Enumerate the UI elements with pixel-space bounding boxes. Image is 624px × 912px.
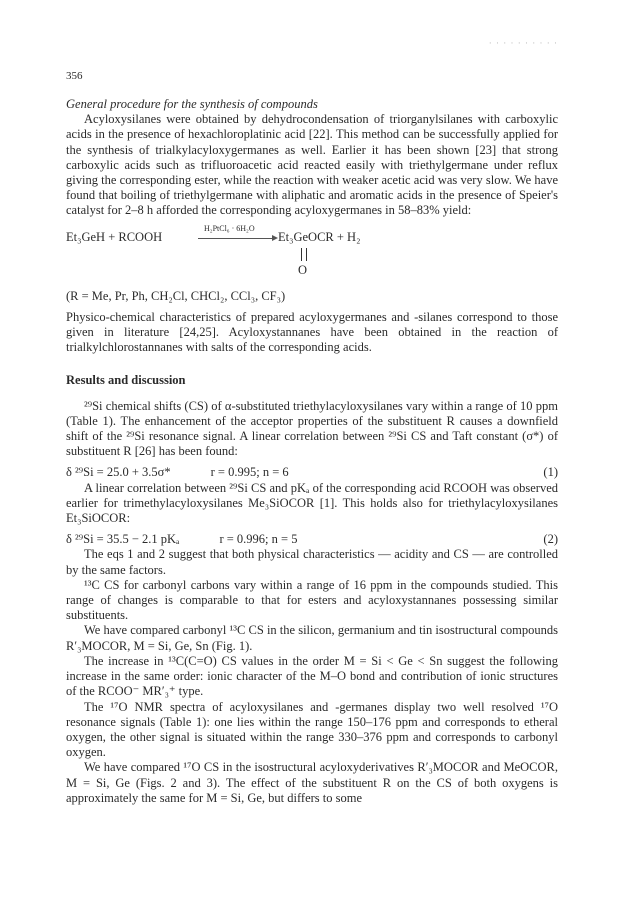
scheme-product: Et₃GeOCR + H₂ [278, 229, 361, 244]
page-number: 356 [66, 70, 83, 82]
reaction-arrow [198, 238, 276, 239]
paragraph-o17-spectra: The ¹⁷O NMR spectra of acyloxysilanes and -germanes display two well resolved ¹⁷O resonance signals (Table 1): one lies within the range 150–176 ppm and corresponds to etheral oxygen, the other signal is situated within the range 330–376 ppm and corresponds to carbonyl oxygen. [66, 699, 558, 760]
paragraph-c13-shifts: ¹³C CS for carbonyl carbons vary within a range of 16 ppm in the compounds studied. This range of changes is comparable to that for esters and acyloxystannanes possessing similar substituents. [66, 577, 558, 623]
results-heading: Results and discussion [66, 373, 186, 388]
running-header-mark: · · · · · · · · · · [488, 38, 558, 48]
scheme-carbonyl-oxygen: O [298, 262, 308, 277]
paragraph-o17-compare: We have compared ¹⁷O CS in the isostructural acyloxyderivatives R′₃MOCOR and MeOCOR, M = Si, Ge (Figs. 2 and 3). The effect of the substituent R on the CS of both oxygens is approximately the same for M = Si, Ge, but differs to some [66, 760, 558, 805]
paragraph-si-shifts: ²⁹Si chemical shifts (CS) of α-substituted triethylacyloxysilanes vary within a range of 10 ppm (Table 1). The enhancement of the acceptor properties of the substituent R causes a downfield shift of the ²⁹Si resonance signal. A linear correlation between ²⁹Si CS and Taft constant (σ*) of substituent R [26] has been found: [66, 398, 558, 459]
equation-1-stats: r = 0.995; n = 6 [210, 465, 289, 480]
equation-1-expression: δ ²⁹Si = 25.0 + 3.5σ* [66, 465, 171, 480]
paragraph-eqs-suggest: The eqs 1 and 2 suggest that both physical characteristics — acidity and CS — are controlled by the same factors. [66, 547, 558, 577]
reaction-scheme [66, 221, 558, 283]
paragraph-ionic-character: The increase in ¹³C(C=O) CS values in the order M = Si < Ge < Sn suggest the following increase in the same order: ionic character of the M–O bond and contribution of ionic structures of the RCOO⁻ MR′₃⁺ type. [66, 653, 558, 699]
scheme-reactants: Et₃GeH + RCOOH [66, 229, 163, 244]
equation-2-expression: δ ²⁹Si = 35.5 − 2.1 pKₐ [66, 532, 180, 547]
equation-2-number: (2) [543, 532, 558, 547]
scheme-catalyst: H₂PtCl₆ · 6H₂O [204, 223, 255, 233]
article-body [66, 97, 558, 806]
substituent-list: (R = Me, Pr, Ph, CH₂Cl, CHCl₂, CCl₃, CF₃) [66, 288, 286, 303]
paragraph-characteristics: Physico-chemical characteristics of prepared acyloxygermanes and -silanes correspond to those given in literature [24,25]. Acyloxystannanes have been obtained in the reaction of trialkylchlorostannanes with salts of the corresponding acids. [66, 309, 558, 355]
paragraph-pka-correlation: A linear correlation between ²⁹Si CS and pKₐ of the corresponding acid RCOOH was observed earlier for trimethylacyloxysilanes Me₃SiOCOR [1]. This holds also for triethylacyloxysilanes Et₃SiOCOR: [66, 480, 558, 526]
general-procedure-heading: General procedure for the synthesis of compounds [66, 97, 318, 111]
carbonyl-double-bond [301, 248, 307, 261]
equation-1 [66, 465, 558, 480]
equation-2 [66, 532, 558, 547]
paragraph-synthesis: Acyloxysilanes were obtained by dehydrocondensation of triorganylsilanes with carboxylic acids in the presence of hexachloroplatinic acid [22]. This method can be successfully applied for the synthesis of trialkylacyloxygermanes as well. Earlier it has been shown [23] that strong carboxylic acids such as trifluoroacetic acid reacted easily with triethylgermane under reflux giving the corresponding ester, while the reaction with weaker acetic acid was very slow. We have found that boiling of triethylgermane with aliphatic and aromatic acids in the presence of Speier's catalyst for 2–8 h afforded the corresponding acyloxygermanes in 58–83% yield: [66, 112, 558, 218]
equation-2-stats: r = 0.996; n = 5 [219, 532, 298, 547]
equation-1-number: (1) [543, 465, 558, 480]
paragraph-c13-compare: We have compared carbonyl ¹³C CS in the silicon, germanium and tin isostructural compounds R′₃MOCOR, M = Si, Ge, Sn (Fig. 1). [66, 623, 558, 653]
